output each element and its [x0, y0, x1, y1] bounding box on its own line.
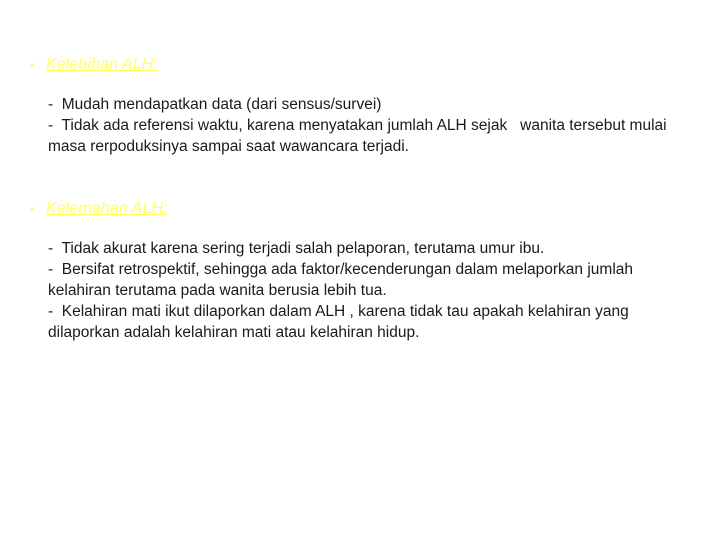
section-kelemahan: [30, 198, 700, 343]
list-item: - Tidak ada referensi waktu, karena menyatakan jumlah ALH sejak wanita tersebut mulai masa rerpoduksinya sampai saat wawancara terjadi.: [48, 117, 671, 155]
list-item: - Tidak akurat karena sering terjadi salah pelaporan, terutama umur ibu.: [48, 240, 545, 257]
heading-kelebihan: Kelebihan ALH:: [46, 56, 158, 73]
item-list: [30, 94, 700, 157]
list-item: - Mudah mendapatkan data (dari sensus/survei): [48, 96, 382, 113]
list-item: - Kelahiran mati ikut dilaporkan dalam ALH , karena tidak tau apakah kelahiran yang dilaporkan adalah kelahiran mati atau kelahiran hidup.: [48, 303, 634, 341]
section-heading: [30, 198, 700, 220]
item-list: [30, 238, 700, 343]
bullet-icon: •: [30, 202, 35, 216]
heading-kelemahan: Kelemahan ALH:: [46, 200, 168, 217]
section-kelebihan: [30, 54, 700, 157]
list-item: - Bersifat retrospektif, sehingga ada faktor/kecenderungan dalam melaporkan jumlah kelahiran terutama pada wanita berusia lebih tua.: [48, 261, 638, 299]
section-heading: [30, 54, 700, 76]
bullet-icon: •: [30, 58, 35, 72]
